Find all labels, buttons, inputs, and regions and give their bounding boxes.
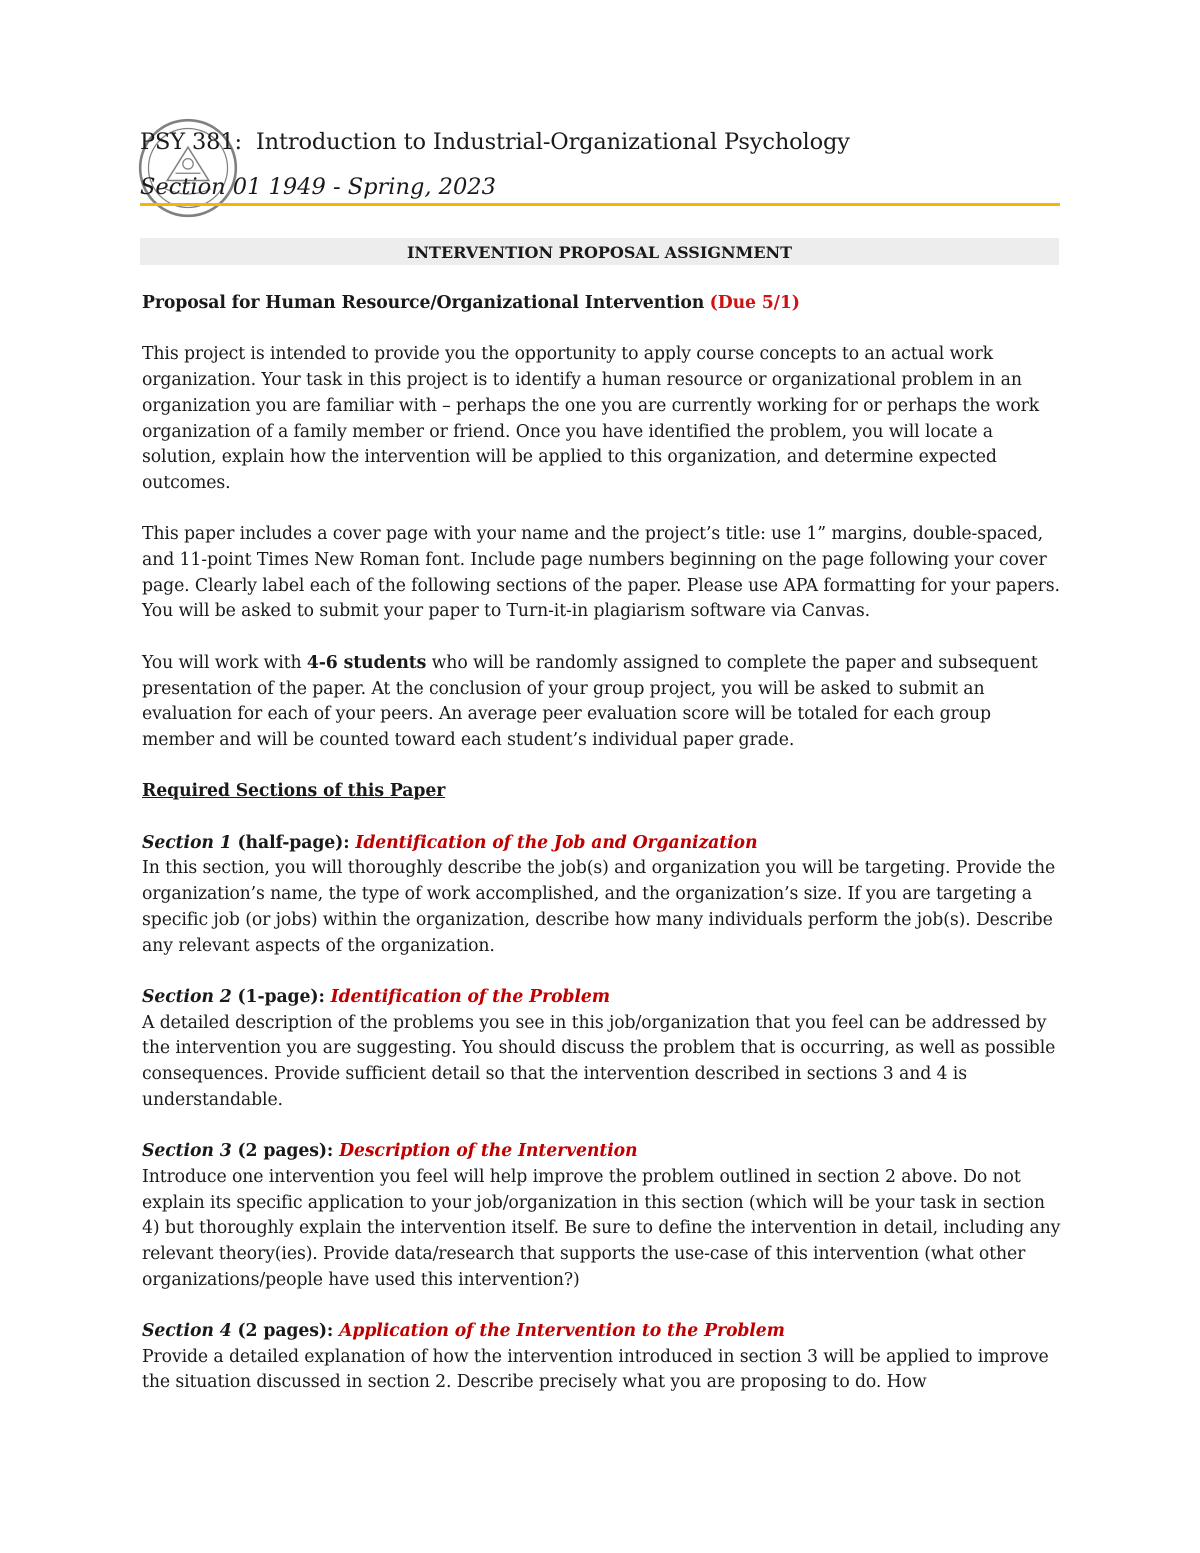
course-code: PSY 381 xyxy=(140,129,235,155)
group-paragraph: You will work with 4-6 students who will be randomly assigned to complete the paper and subsequent presentation of the paper. At the conclusion of your group project, you will be asked to submit an evaluation for each of your peers. An average peer evaluation score will be totaled for each group member and will be counted toward each student’s individual paper grade. xyxy=(142,652,1038,750)
section-body: In this section, you will thoroughly describe the job(s) and organization you will be targeting. Provide the organization’s name, the type of work accomplished, and the organization’s size. If you are targeting a specific job (or jobs) within the organization, describe how many individuals perform the job(s). Describe any relevant aspects of the organization. xyxy=(142,858,1056,956)
section-title: Identification of the Problem xyxy=(330,986,610,1007)
section-label: Section 3 xyxy=(142,1141,232,1162)
section-body: Introduce one intervention you feel will help improve the problem outlined in section 2 above. Do not explain its specific application to your job/organization in this section (which will be your task in section 4) but thoroughly explain the intervention itself. Be sure to define the intervention in detail, including any relevant theory(ies). Provide data/research that supports the use-case of this intervention (what other organizations/people have used this intervention?) xyxy=(142,1166,1061,1290)
proposal-heading xyxy=(142,291,1066,317)
section-length: (2 pages): xyxy=(231,1321,340,1341)
section-body: A detailed description of the problems you see in this job/organization that you feel can be addressed by the intervention you are suggesting. You should discuss the problem that is occurring, as well as possible consequences. Provide sufficient detail so that the intervention described in sections 3 and 4 is understandable. xyxy=(142,1012,1056,1110)
header-divider xyxy=(140,203,1060,206)
section-1 xyxy=(142,831,1066,960)
section-title: Application of the Intervention to the Problem xyxy=(339,1321,785,1341)
section-length: (1-page): xyxy=(231,986,331,1007)
document-body xyxy=(142,291,1066,1422)
course-header: PSY 381: Introduction to Industrial-Organizational Psychology xyxy=(140,129,850,155)
section-body: Provide a detailed explanation of how the intervention introduced in section 3 will be applied to improve the situation discussed in section 2. Describe precisely what you are proposing to do. How xyxy=(142,1346,1049,1393)
proposal-title: Proposal for Human Resource/Organizational Intervention xyxy=(142,293,705,313)
section-label: Section 1 xyxy=(142,832,232,853)
section-2 xyxy=(142,985,1066,1114)
intro-paragraph: This project is intended to provide you the opportunity to apply course concepts to an actual work organization. Your task in this project is to identify a human resource or organizational problem in an organization you are familiar with – perhaps the one you are currently working for or perhaps the work organization of a family member or friend. Once you have identified the problem, you will locate a solution, explain how the intervention will be applied to this organization, and determine expected outcomes. xyxy=(142,344,1040,493)
section-title: Identification of the Job and Organization xyxy=(355,832,758,853)
due-date: (Due 5/1) xyxy=(709,293,800,313)
section-info: Section 01 1949 - Spring, 2023 xyxy=(140,174,496,200)
required-sections-heading: Required Sections of this Paper xyxy=(142,781,446,802)
section-length: (2 pages): xyxy=(231,1141,340,1162)
section-4 xyxy=(142,1319,1066,1396)
section-label: Section 4 xyxy=(142,1321,232,1341)
section-3 xyxy=(142,1139,1066,1293)
section-label: Section 2 xyxy=(142,986,232,1007)
format-paragraph: This paper includes a cover page with your name and the project’s title: use 1” margins, double-spaced, and 11-point Times New Roman font. Include page numbers beginning on the page following your cover page. Clearly label each of the following sections of the paper. Please use APA formatting for your papers. You will be asked to submit your paper to Turn-it-in plagiarism software via Canvas. xyxy=(142,524,1060,622)
section-title: Description of the Intervention xyxy=(339,1141,638,1162)
course-title: Introduction to Industrial-Organizational Psychology xyxy=(255,129,850,155)
section-length: (half-page): xyxy=(231,832,356,853)
assignment-banner: INTERVENTION PROPOSAL ASSIGNMENT xyxy=(140,238,1059,265)
group-size: 4-6 students xyxy=(306,652,427,673)
